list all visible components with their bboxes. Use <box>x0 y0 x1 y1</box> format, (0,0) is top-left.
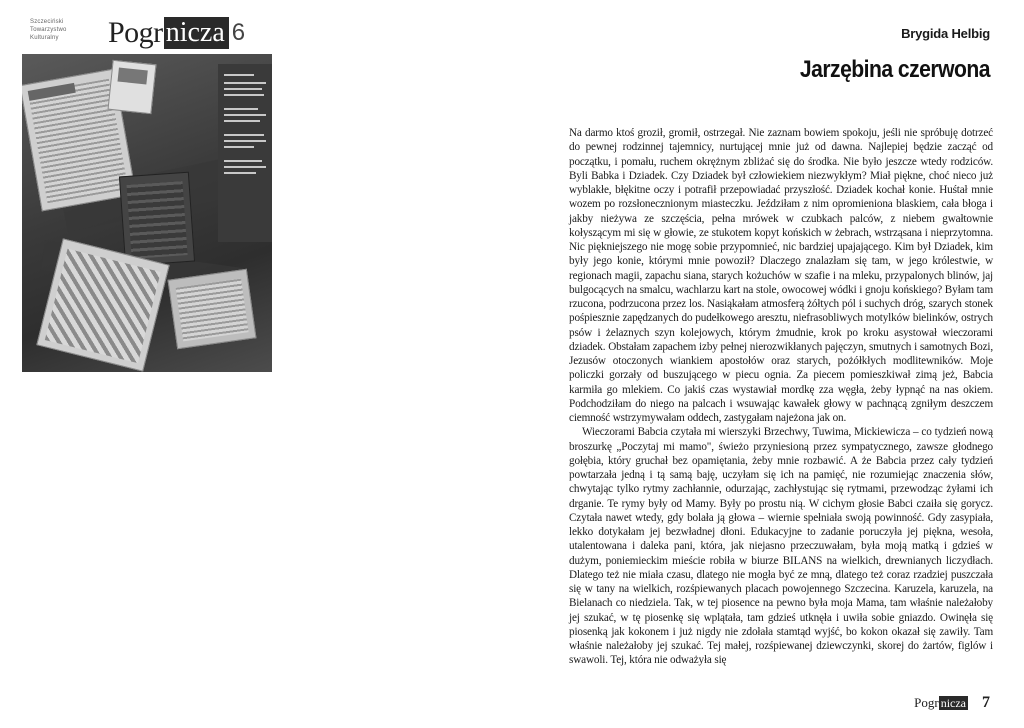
page-number: 7 <box>982 694 990 711</box>
magazine-cover-2 <box>108 60 157 114</box>
author-name: Brygida Helbig <box>901 26 990 41</box>
magazine-logo <box>108 16 245 50</box>
publisher-line: Szczeciński <box>30 19 64 25</box>
magazine-collage-image <box>22 54 272 372</box>
magazine-cover-5 <box>168 269 257 349</box>
publisher-line: Towarzystwo <box>30 27 67 33</box>
publisher-name <box>30 18 92 42</box>
publisher-line: Kulturalny <box>30 35 59 41</box>
footer-logo-light-part: Pogr <box>914 695 939 710</box>
masthead <box>30 14 290 54</box>
issue-number: 6 <box>231 19 246 46</box>
page-footer <box>914 694 990 712</box>
footer-logo-dark-part: nicza <box>940 696 966 710</box>
footer-magazine-logo <box>914 695 968 711</box>
right-page <box>512 0 1024 728</box>
logo-light-part: Pogr <box>108 16 163 49</box>
magazine-cover-3 <box>119 172 195 267</box>
logo-dark-part: nicza <box>164 17 229 49</box>
paragraph: Wieczorami Babcia czytała mi wierszyki Brzechwy, Tuwima, Mickiewicza – co tydzień nową broszurkę „Poczytaj mi mamo", świeżo przyniesioną przez sympatycznego, zawsze głodnego gołębia, który gruchał bez opamiętania, żeby mnie rozbawić. A że Babcia przez cały tydzień powtarzała jedną i tą samą baję, uczyłam się ich na pamięć, nie rozumiejąc znaczenia słów, chwytając tylko rytmy zachłannie, odurzając, zachłystując się rytmami, przewodząc żyłami ich drganie. Te rymy były od Mamy. Były po prostu nią. W cichym głosie Babci czaiła się gorycz. Czytała nawet wtedy, gdy bolała ją głowa – wiernie spełniała swoją powinność. Gdy zasypiała, lekko dotykałam jej bezwładnej dłoni. Edukacyjne to zadanie poruczyła jej piękna, wesoła, utalentowana i daleka pani, która, jak niejasno przeczuwałam, była moją matką i gdzieś w dużym, poniemieckim mieście robiła w biurze BILANS na wielkich, drewnianych liczydłach. Dlatego też nie miała czasu, dlatego nie mogła być ze mną, dlatego też coraz rzadziej puszczała się w tany na wielkich, rozśpiewanych placach powojennego Szczecina. Karuzela, karuzela, na Bielanach co niedziela. Tak, w tej piosence na pewno była moja Mama, tam właśnie należałoby jej szukać, w tę piosenkę się wplątała, tam gdzieś utknęła i uwiła sobie gniazdo. Owinęła się piosenką jak kokonem i już nigdy nie zdołała stamtąd wyjść, bo kokon okazał się zawiły. Tam właśnie należałoby jej szukać. Tej małej, rozśpiewanej dziewczynki, skorej do żartów, figlów i swawoli. Tej, która nie odważyła się <box>569 426 993 667</box>
article-title: Jarzębina czerwona <box>799 56 990 83</box>
article-body <box>569 126 993 668</box>
table-of-contents-card <box>218 64 272 242</box>
paragraph: Na darmo ktoś groził, gromił, ostrzegał. Nie zaznam bowiem spokoju, jeśli nie spróbuję dotrzeć do pewnej rodzinnej tajemnicy, nurtującej mnie już od dawna. Najlepiej będzie zacząć od początku, i pomału, ruchem okrężnym zbliżać się do środka. Nie było jeszcze wtedy rodziców. Byli Babka i Dziadek. Czy Dziadek był człowiekiem niezwykłym? Miał piękne, choć nieco już wyblakłe, błękitne oczy i potrafił przepowiadać przyszłość. Dziadek kochał konie. Huśtał mnie wozem po rozsłonecznionym miasteczku. Jeździłam z nim opromieniona blaskiem, cała błoga i jakby nieżywa ze szczęścia, pełna mrówek w czubkach palców, z niebem gwałtownie kołyszącym mi się w głowie, ze stukotem kopyt końskich w żebrach, wstrząsana i nieprzytomna. Nic piękniejszego nie mogę sobie przypomnieć, nic bardziej upajającego. Kim był Dziadek, kim były jego konie, którymi mnie powoził? Dlaczego znalazłam się tam, w jego królestwie, w regionach magii, zapachu siana, starych kożuchów w szafie i na mleku, przypalonych blinów, jaj bulgocących na smalcu, wachlarzu kart na stole, owocowej wódki i gnoju końskiego? Byłam tam rzucona, podrzucona przez los. Nasiąkałam atmosferą żółtych pól i suchych dróg, szarych stonek pośpiesznie zapędzanych do pudełkowego aresztu, niefrasobliwych motylków bielinków, ostrych psów i żelaznych szyn kolejowych, którym żmudnie, krok po kroku asystował wieczorami dziadek. Obstałam zapachem izby pełnej nierozwikłanych pajęczyn, smutnych i samotnych Bozi, Jezusów otoczonych wiankiem apostołów oraz starych, pożółkłych modlitewników. Moje policzki gorzały od buszującego w piecu ognia. Za piecem pomieszkiwał zimą jeż, Babcia karmiła go mlekiem. Co jakiś czas wystawiał mordkę zza węgła, żeby łypnąć na nas okiem. Podchodziłam do niego na palcach i wsuwając kawałek głowy w pachnącą zgniłym deszczem ciemność wstrzymywałam oddech, zastygałam najeżona jak on. <box>569 127 993 424</box>
